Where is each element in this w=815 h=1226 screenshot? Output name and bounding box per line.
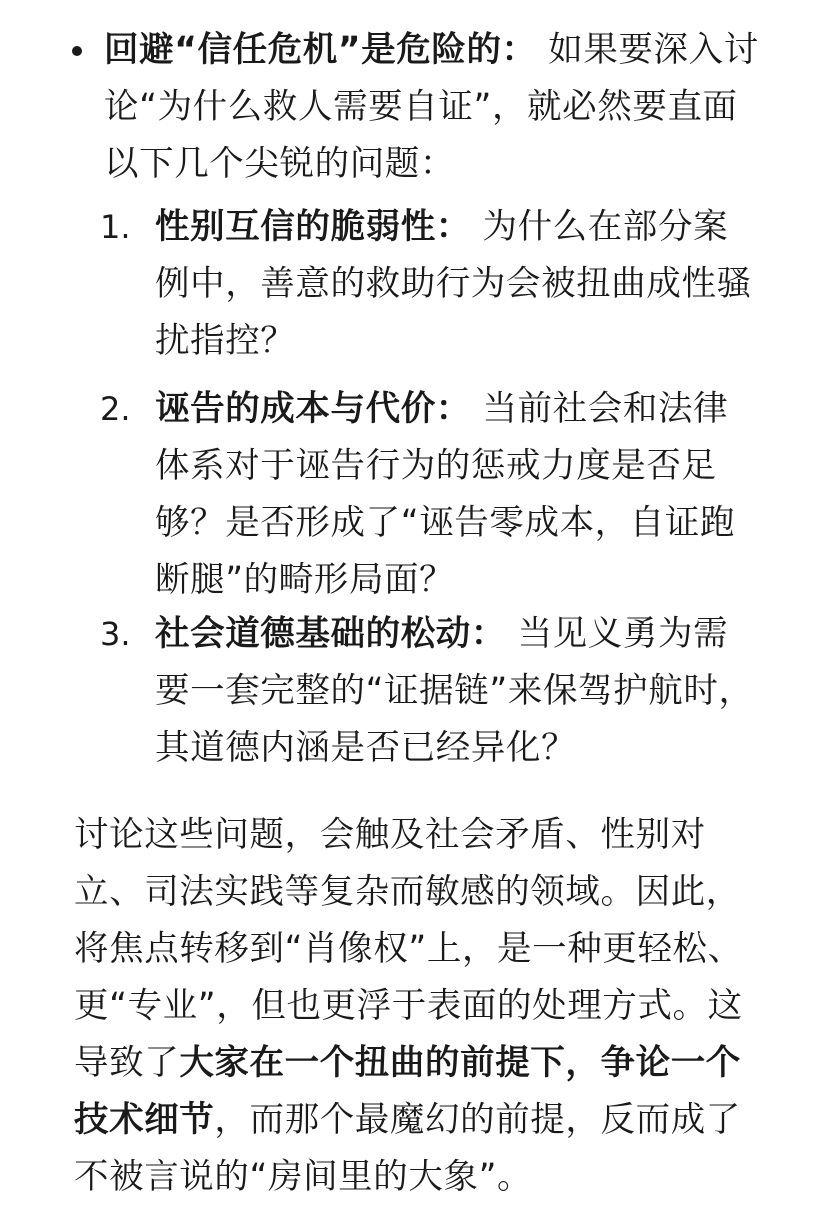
list-body: 当前社会和法律体系对于诬告行为的惩戒力度是否足够？是否形成了“诬告零成本，自证跑断腿”的畸形局面？ (155, 389, 736, 600)
list-body: 当见义勇为需要一套完整的“证据链”来保驾护航时，其道德内涵是否已经异化？ (155, 614, 754, 768)
bullet-dot-icon (72, 46, 82, 56)
bullet-lead: 回避“信任危机”是危险的： (104, 30, 537, 70)
list-number: 2. (100, 390, 131, 428)
bullet-body: 如果要深入讨论“为什么救人需要自证”，就必然要直面以下几个尖锐的问题： (104, 30, 759, 184)
closing-text-end: ，而那个最魔幻的前提，反而成了不被言说的“房间里的大象”。 (74, 1100, 741, 1197)
list-number: 1. (100, 208, 131, 246)
bullet-item (70, 22, 770, 193)
closing-block (74, 807, 764, 1206)
list-lead: 社会道德基础的松动： (155, 614, 506, 654)
list-lead: 诬告的成本与代价： (155, 389, 471, 429)
closing-paragraph (74, 807, 764, 1206)
list-item-3 (100, 606, 760, 777)
bullet-paragraph (104, 22, 759, 193)
closing-emphasis: 大家在一个扭曲的前提下，争论一个技术细节 (74, 1043, 741, 1140)
list-number: 3. (100, 615, 131, 653)
list-item-1 (100, 199, 760, 370)
list-paragraph (155, 199, 760, 370)
list-lead: 性别互信的脆弱性： (155, 207, 471, 247)
closing-text-start: 讨论这些问题，会触及社会矛盾、性别对立、司法实践等复杂而敏感的领域。因此，将焦点转移到“肖像权”上，是一种更轻松、更“专业”，但也更浮于表面的处理方式。这导致了 (74, 815, 743, 1083)
list-paragraph (155, 606, 760, 777)
list-item-2 (100, 381, 760, 609)
list-body: 为什么在部分案例中，善意的救助行为会被扭曲成性骚扰指控？ (155, 207, 752, 361)
list-paragraph (155, 381, 760, 609)
